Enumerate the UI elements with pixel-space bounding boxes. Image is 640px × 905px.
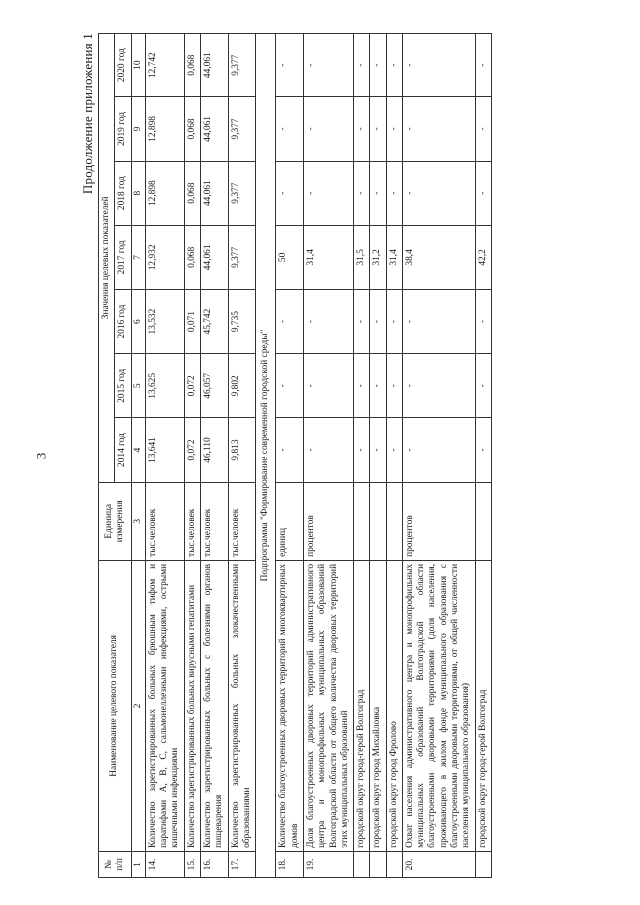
value-cell: - [475,289,491,353]
value-cell: - [402,34,475,97]
value-cell: 0,068 [184,161,200,225]
row-number: 19. [303,851,353,877]
unit-cell: единиц [276,482,304,560]
value-cell: 9,802 [228,354,256,418]
indicators-table [98,33,492,878]
row-number: 16. [200,851,228,877]
continuation-title: Продолжение приложения 1 [80,33,95,195]
indicator-name: Количество зарегистрированных больных вирусными гепатитами [184,560,200,851]
value-cell: - [276,97,304,161]
unit-cell [475,482,491,560]
table-row [402,34,475,878]
value-cell: 31,4 [386,225,402,289]
value-cell: 0,072 [184,418,200,482]
value-cell: 31,4 [303,225,353,289]
indicator-name: городской округ город Михайловка [370,560,386,851]
column-index: 9 [131,97,145,161]
value-cell: - [370,289,386,353]
value-cell: 13,641 [145,418,184,482]
value-cell: - [402,354,475,418]
value-cell: 12,742 [145,34,184,97]
unit-cell [354,482,370,560]
value-cell: 13,625 [145,354,184,418]
value-cell: 46,057 [200,354,228,418]
indicator-name: Количество зарегистрированных больных брюшным тифом и паратифами А, В, С, сальмонеллезными инфекциями, острыми кишечными инфекциями [145,560,184,851]
value-cell: - [386,354,402,418]
value-cell: - [354,354,370,418]
value-cell: 44,061 [200,97,228,161]
value-cell: - [276,289,304,353]
value-cell: - [386,418,402,482]
unit-cell: тыс.человек [145,482,184,560]
header-year: 2014 год [115,418,131,482]
value-cell: - [370,418,386,482]
value-cell: 46,110 [200,418,228,482]
value-cell: - [303,161,353,225]
indicator-name: городской округ город-герой Волгоград [475,560,491,851]
value-cell: 44,061 [200,161,228,225]
header-unit: Единица измерения [99,482,132,560]
column-index: 1 [131,851,145,877]
unit-cell: тыс.человек [184,482,200,560]
table-row [354,34,370,878]
rotated-page [80,33,640,878]
value-cell: - [475,418,491,482]
value-cell: - [402,289,475,353]
subprogram-title: Подпрограмма "Формирование современной городской среды" [256,34,276,878]
value-cell: 0,072 [184,354,200,418]
value-cell: 9,377 [228,161,256,225]
column-index: 3 [131,482,145,560]
row-number [475,851,491,877]
table-row [276,34,304,878]
value-cell: - [386,161,402,225]
value-cell: - [303,354,353,418]
value-cell: 9,735 [228,289,256,353]
unit-cell: процентов [303,482,353,560]
table-row [475,34,491,878]
value-cell: 9,813 [228,418,256,482]
indicator-name: Количество зарегистрированных больных с болезнями органов пищеварения [200,560,228,851]
column-index: 2 [131,560,145,851]
value-cell: - [402,418,475,482]
value-cell: - [276,418,304,482]
column-index: 6 [131,289,145,353]
value-cell: 0,068 [184,97,200,161]
value-cell: - [475,34,491,97]
row-number [386,851,402,877]
column-index: 8 [131,161,145,225]
unit-cell: процентов [402,482,475,560]
value-cell: 42,2 [475,225,491,289]
header-name: Наименование целевого показателя [99,560,132,851]
row-number [370,851,386,877]
indicator-name: Количество зарегистрированных больных злокачественными образованиями [228,560,256,851]
value-cell: 13,532 [145,289,184,353]
value-cell: - [402,97,475,161]
value-cell: 38,4 [402,225,475,289]
value-cell: 0,068 [184,34,200,97]
value-cell: - [475,97,491,161]
header-year: 2019 год [115,97,131,161]
value-cell: - [370,161,386,225]
value-cell: 45,742 [200,289,228,353]
value-cell: - [303,418,353,482]
row-number: 14. [145,851,184,877]
unit-cell: тыс.человек [200,482,228,560]
value-cell: - [370,354,386,418]
value-cell: 31,2 [370,225,386,289]
value-cell: - [386,34,402,97]
column-index: 4 [131,418,145,482]
header-year: 2020 год [115,34,131,97]
value-cell: - [402,161,475,225]
value-cell: 9,377 [228,34,256,97]
table-row [303,34,353,878]
value-cell: - [303,97,353,161]
header-year: 2018 год [115,161,131,225]
header-values-group: Значения целевых показателей [99,34,115,483]
value-cell: - [386,97,402,161]
indicator-name: Охват населения административного центра и монопрофильных муниципальных образований Волгоградской области благоустроенными дворовыми территориями (доля населения, проживающего в жилом фонде муниципального образования с благоустроенными дворовыми территориями, от общей численности населения муниципального образования) [402,560,475,851]
value-cell: 9,377 [228,225,256,289]
table-row [386,34,402,878]
indicator-name: Количество благоустроенных дворовых территорий многоквартирных домов [276,560,304,851]
column-index: 10 [131,34,145,97]
table-row [228,34,256,878]
value-cell: - [354,418,370,482]
value-cell: 50 [276,225,304,289]
value-cell: - [354,289,370,353]
header-num: № п/п [99,851,132,877]
unit-cell [386,482,402,560]
indicator-name: городской округ город Фролово [386,560,402,851]
table-row [184,34,200,878]
table-row [370,34,386,878]
value-cell: - [354,97,370,161]
value-cell: 0,071 [184,289,200,353]
value-cell: - [303,34,353,97]
value-cell: 0,068 [184,225,200,289]
table-row [200,34,228,878]
value-cell: - [370,97,386,161]
indicator-name: Доля благоустроенных дворовых территорий административного центра и монопрофильных муниципальных образований Волгоградской области от общего количества дворовых территорий этих муниципальных образований [303,560,353,851]
value-cell: - [276,354,304,418]
column-index: 5 [131,354,145,418]
value-cell: - [276,34,304,97]
value-cell: - [370,34,386,97]
row-number: 15. [184,851,200,877]
value-cell: 44,061 [200,225,228,289]
value-cell: - [276,161,304,225]
value-cell: 12,898 [145,161,184,225]
value-cell: 31,5 [354,225,370,289]
table-row [145,34,184,878]
value-cell: - [475,161,491,225]
row-number: 18. [276,851,304,877]
unit-cell [370,482,386,560]
header-year: 2016 год [115,289,131,353]
value-cell: 12,932 [145,225,184,289]
row-number: 20. [402,851,475,877]
value-cell: - [475,354,491,418]
value-cell: 44,061 [200,34,228,97]
page-number: 3 [33,452,49,460]
row-number: 17. [228,851,256,877]
header-year: 2015 год [115,354,131,418]
indicator-name: городской округ город-герой Волгоград [354,560,370,851]
header-year: 2017 год [115,225,131,289]
value-cell: 12,898 [145,97,184,161]
value-cell: - [354,161,370,225]
unit-cell: тыс.человек [228,482,256,560]
value-cell: - [303,289,353,353]
value-cell: - [386,289,402,353]
row-number [354,851,370,877]
value-cell: 9,377 [228,97,256,161]
column-index: 7 [131,225,145,289]
value-cell: - [354,34,370,97]
